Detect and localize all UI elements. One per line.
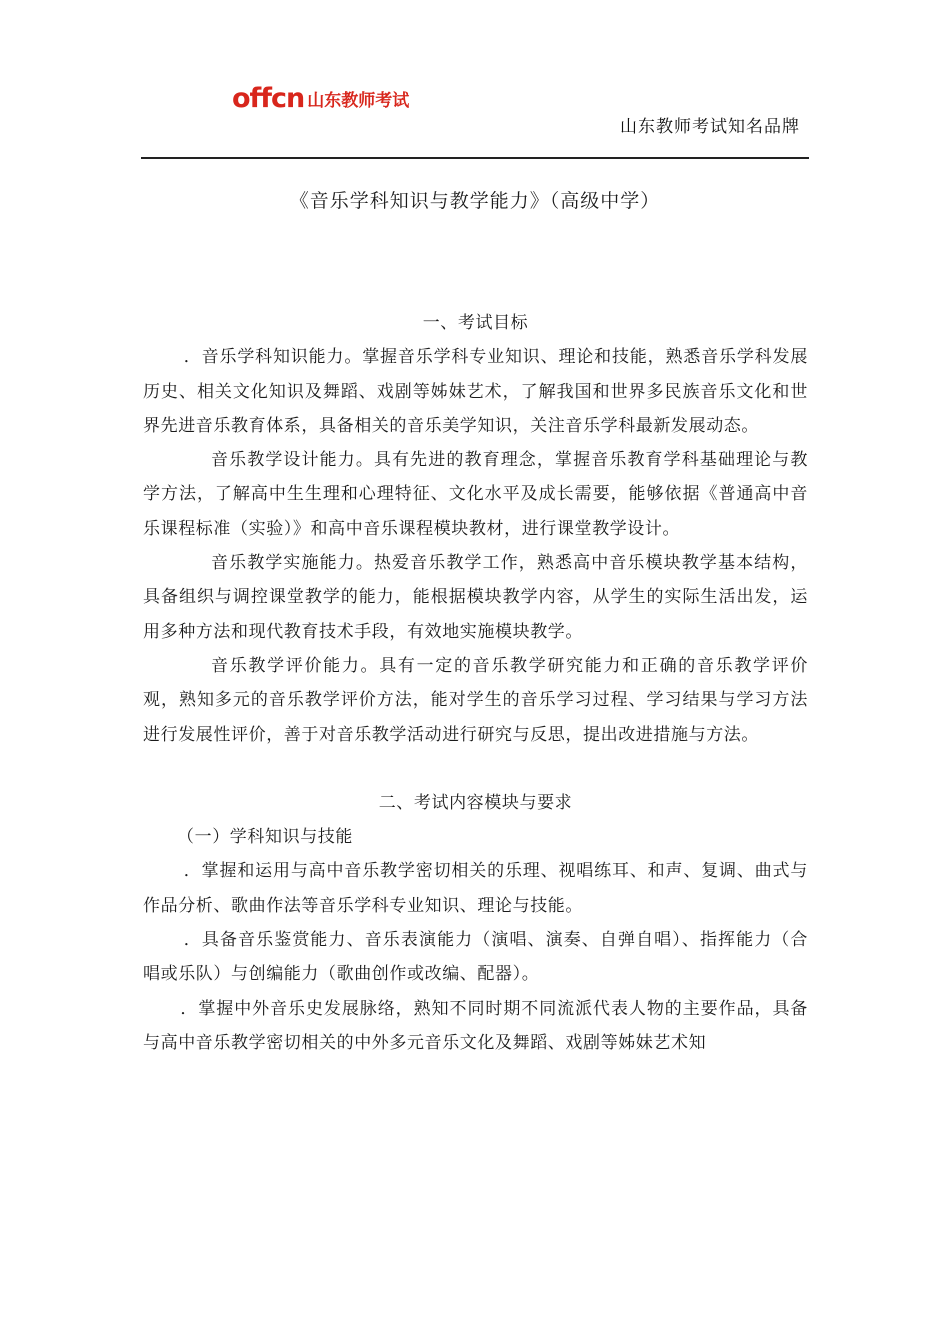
paragraph: ．掌握和运用与高中音乐教学密切相关的乐理、视唱练耳、和声、复调、曲式与作品分析、歌曲作法等音乐学科专业知识、理论与技能。: [143, 861, 808, 916]
logo-chinese-name: 山东教师考试: [307, 91, 410, 111]
paragraph: ．具备音乐鉴赏能力、音乐表演能力（演唱、演奏、自弹自唱）、指挥能力（合唱或乐队）与创编能力（歌曲创作或改编、配器）。: [143, 930, 808, 985]
offcn-logo: [232, 78, 409, 114]
subsection-heading: （一）学科知识与技能: [177, 827, 353, 848]
header-divider: [141, 157, 809, 159]
brand-tagline: 山东教师考试知名品牌: [620, 117, 800, 137]
paragraph: 音乐教学评价能力。具有一定的音乐教学研究能力和正确的音乐教学评价观，熟知多元的音乐教学评价方法，能对学生的音乐学习过程、学习结果与学习方法进行发展性评价，善于对音乐教学活动进行研究与反思，提出改进措施与方法。: [143, 655, 808, 745]
logo-wordmark: offcn: [232, 83, 305, 114]
paragraph: ．掌握中外音乐史发展脉络，熟知不同时期不同流派代表人物的主要作品，具备与高中音乐教学密切相关的中外多元音乐文化及舞蹈、戏剧等姊妹艺术知: [143, 998, 808, 1053]
document-title: 《音乐学科知识与教学能力》（高级中学）: [289, 190, 661, 212]
paragraph: 音乐教学实施能力。热爱音乐教学工作，熟悉高中音乐模块教学基本结构，具备组织与调控课堂教学的能力，能根据模块教学内容，从学生的实际生活出发，运用多种方法和现代教育技术手段，有效地实施模块教学。: [143, 553, 808, 642]
paragraph: ．音乐学科知识能力。掌握音乐学科专业知识、理论和技能，熟悉音乐学科发展历史、相关文化知识及舞蹈、戏剧等姊妹艺术，了解我国和世界多民族音乐文化和世界先进音乐教育体系，具备相关的音乐美学知识，关注音乐学科最新发展动态。: [143, 347, 808, 436]
section-heading-exam-content: 二、考试内容模块与要求: [378, 792, 573, 813]
document-body: [143, 306, 808, 1060]
paragraph: 音乐教学设计能力。具有先进的教育理念，掌握音乐教育学科基础理论与教学方法，了解高中生生理和心理特征、文化水平及成长需要，能够依据《普通高中音乐课程标准（实验）》和高中音乐课程模块教材，进行课堂教学设计。: [143, 450, 808, 539]
section-heading-exam-goals: 一、考试目标: [422, 313, 529, 333]
section-spacer: [143, 752, 808, 786]
